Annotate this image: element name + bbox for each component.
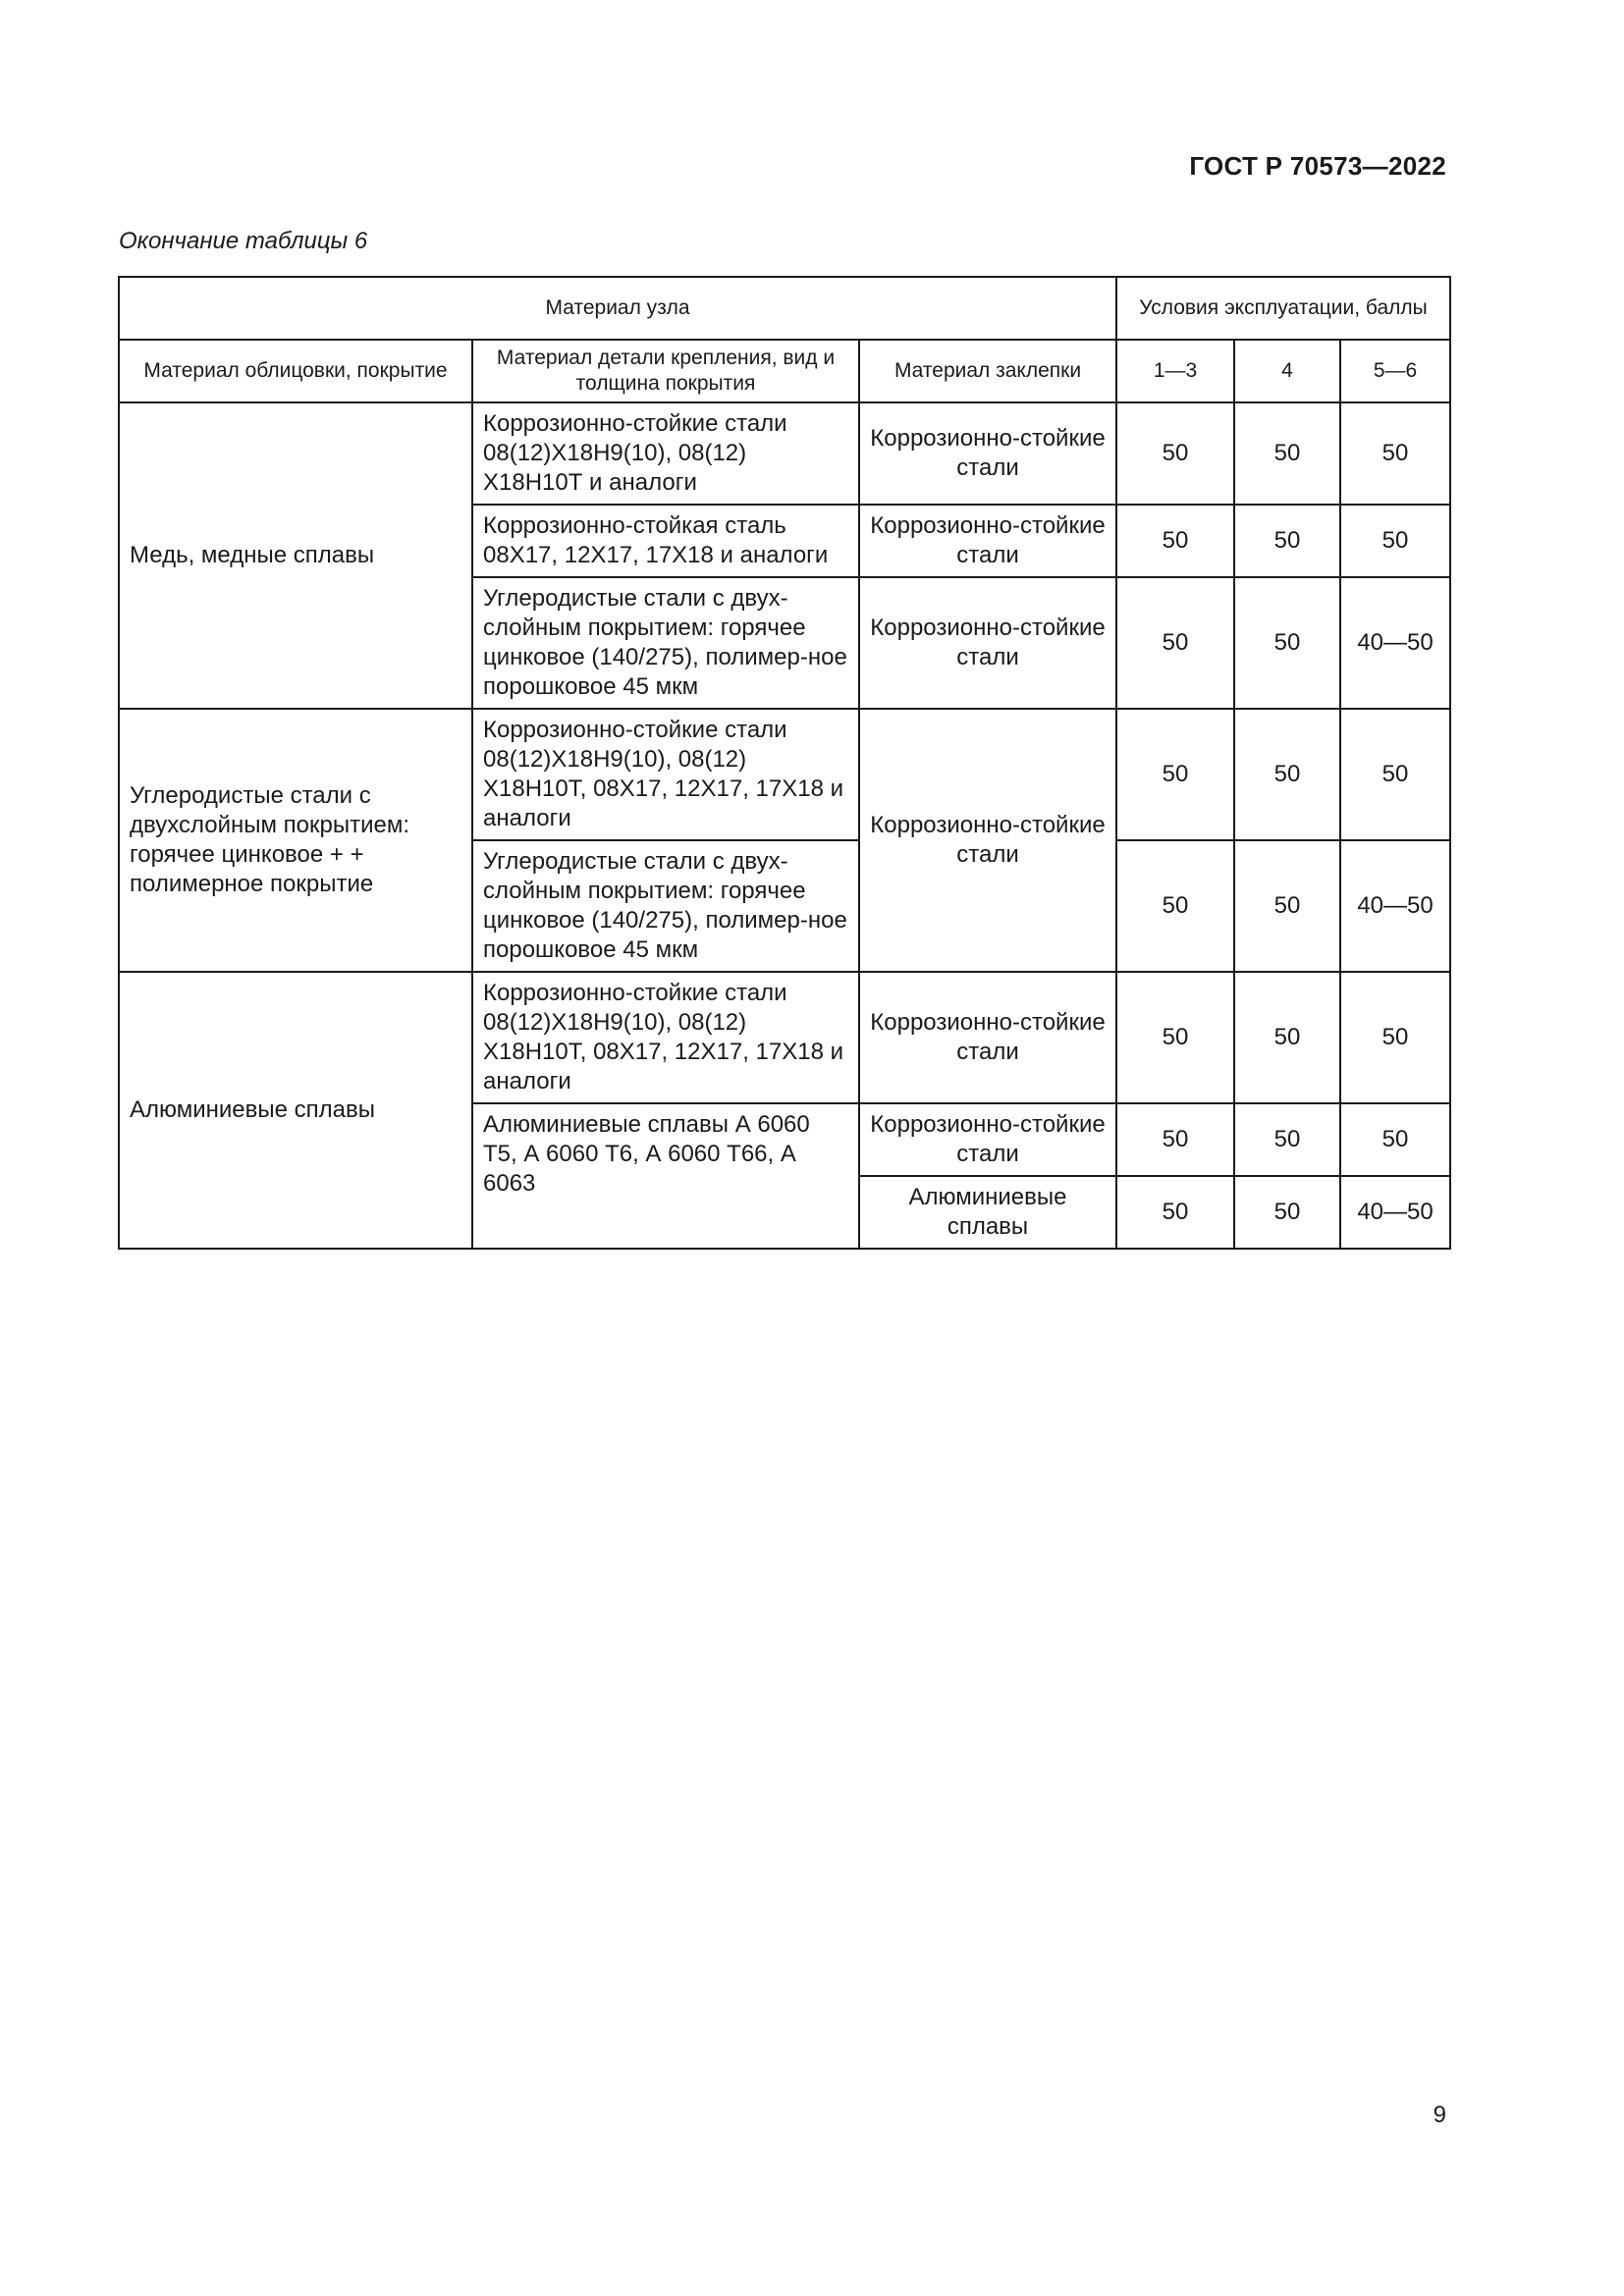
- value-cell: 50: [1116, 709, 1234, 840]
- value-cell: 50: [1116, 840, 1234, 972]
- facing-aluminium: Алюминиевые сплавы: [119, 972, 472, 1249]
- value-cell: 50: [1116, 577, 1234, 709]
- rivet-cell: Коррозионно-стойкие стали: [859, 505, 1116, 577]
- value-cell: 50: [1340, 709, 1450, 840]
- fastener-cell: Коррозионно-стойкие стали 08(12)Х18Н9(10), 08(12) Х18Н10Т и аналоги: [472, 402, 859, 505]
- header-condition-4: 4: [1234, 340, 1340, 402]
- value-cell: 50: [1116, 402, 1234, 505]
- rivet-cell: Коррозионно-стойкие стали: [859, 577, 1116, 709]
- rivet-cell: Коррозионно-стойкие стали: [859, 709, 1116, 972]
- value-cell: 40—50: [1340, 840, 1450, 972]
- value-cell: 50: [1234, 709, 1340, 840]
- fastener-cell: Углеродистые стали с двух-слойным покрытием: горячее цинковое (140/275), полимер-ное порошковое 45 мкм: [472, 577, 859, 709]
- value-cell: 50: [1116, 1176, 1234, 1249]
- header-fastener-material: Материал детали крепления, вид и толщина покрытия: [472, 340, 859, 402]
- value-cell: 50: [1234, 972, 1340, 1103]
- value-cell: 50: [1340, 505, 1450, 577]
- value-cell: 40—50: [1340, 577, 1450, 709]
- fastener-cell: Коррозионно-стойкая сталь 08Х17, 12Х17, 17Х18 и аналоги: [472, 505, 859, 577]
- value-cell: 50: [1234, 402, 1340, 505]
- header-row-columns: [119, 340, 1450, 402]
- value-cell: 50: [1234, 577, 1340, 709]
- header-facing-material: Материал облицовки, покрытие: [119, 340, 472, 402]
- value-cell: 50: [1234, 505, 1340, 577]
- header-rivet-material: Материал заклепки: [859, 340, 1116, 402]
- materials-table: [118, 276, 1451, 1250]
- value-cell: 50: [1340, 1103, 1450, 1176]
- fastener-cell: Углеродистые стали с двух-слойным покрытием: горячее цинковое (140/275), полимер-ное порошковое 45 мкм: [472, 840, 859, 972]
- header-condition-5-6: 5—6: [1340, 340, 1450, 402]
- value-cell: 50: [1340, 972, 1450, 1103]
- fastener-cell: Алюминиевые сплавы А 6060 Т5, А 6060 Т6, А 6060 Т66, А 6063: [472, 1103, 859, 1249]
- header-operating-conditions: Условия эксплуатации, баллы: [1116, 277, 1450, 340]
- table-caption: Окончание таблицы 6: [119, 228, 368, 254]
- header-condition-1-3: 1—3: [1116, 340, 1234, 402]
- value-cell: 50: [1116, 505, 1234, 577]
- facing-copper: Медь, медные сплавы: [119, 402, 472, 709]
- fastener-cell: Коррозионно-стойкие стали 08(12)Х18Н9(10), 08(12) Х18Н10Т, 08Х17, 12Х17, 17Х18 и аналоги: [472, 709, 859, 840]
- facing-carbon-steel: Углеродистые стали с двухслойным покрытием: горячее цинковое + + полимерное покрытие: [119, 709, 472, 972]
- table-row: [119, 972, 1450, 1103]
- rivet-cell: Коррозионно-стойкие стали: [859, 402, 1116, 505]
- rivet-cell: Коррозионно-стойкие стали: [859, 972, 1116, 1103]
- value-cell: 50: [1340, 402, 1450, 505]
- table-row: [119, 709, 1450, 840]
- value-cell: 50: [1234, 1176, 1340, 1249]
- page-number: 9: [1433, 2102, 1446, 2128]
- value-cell: 40—50: [1340, 1176, 1450, 1249]
- value-cell: 50: [1234, 840, 1340, 972]
- document-code: ГОСТ Р 70573—2022: [1189, 151, 1446, 181]
- fastener-cell: Коррозионно-стойкие стали 08(12)Х18Н9(10), 08(12) Х18Н10Т, 08Х17, 12Х17, 17Х18 и аналоги: [472, 972, 859, 1103]
- rivet-cell: Алюминиевые сплавы: [859, 1176, 1116, 1249]
- header-assembly-material: Материал узла: [119, 277, 1116, 340]
- value-cell: 50: [1116, 1103, 1234, 1176]
- value-cell: 50: [1116, 972, 1234, 1103]
- header-row-group: [119, 277, 1450, 340]
- rivet-cell: Коррозионно-стойкие стали: [859, 1103, 1116, 1176]
- value-cell: 50: [1234, 1103, 1340, 1176]
- table-row: [119, 402, 1450, 505]
